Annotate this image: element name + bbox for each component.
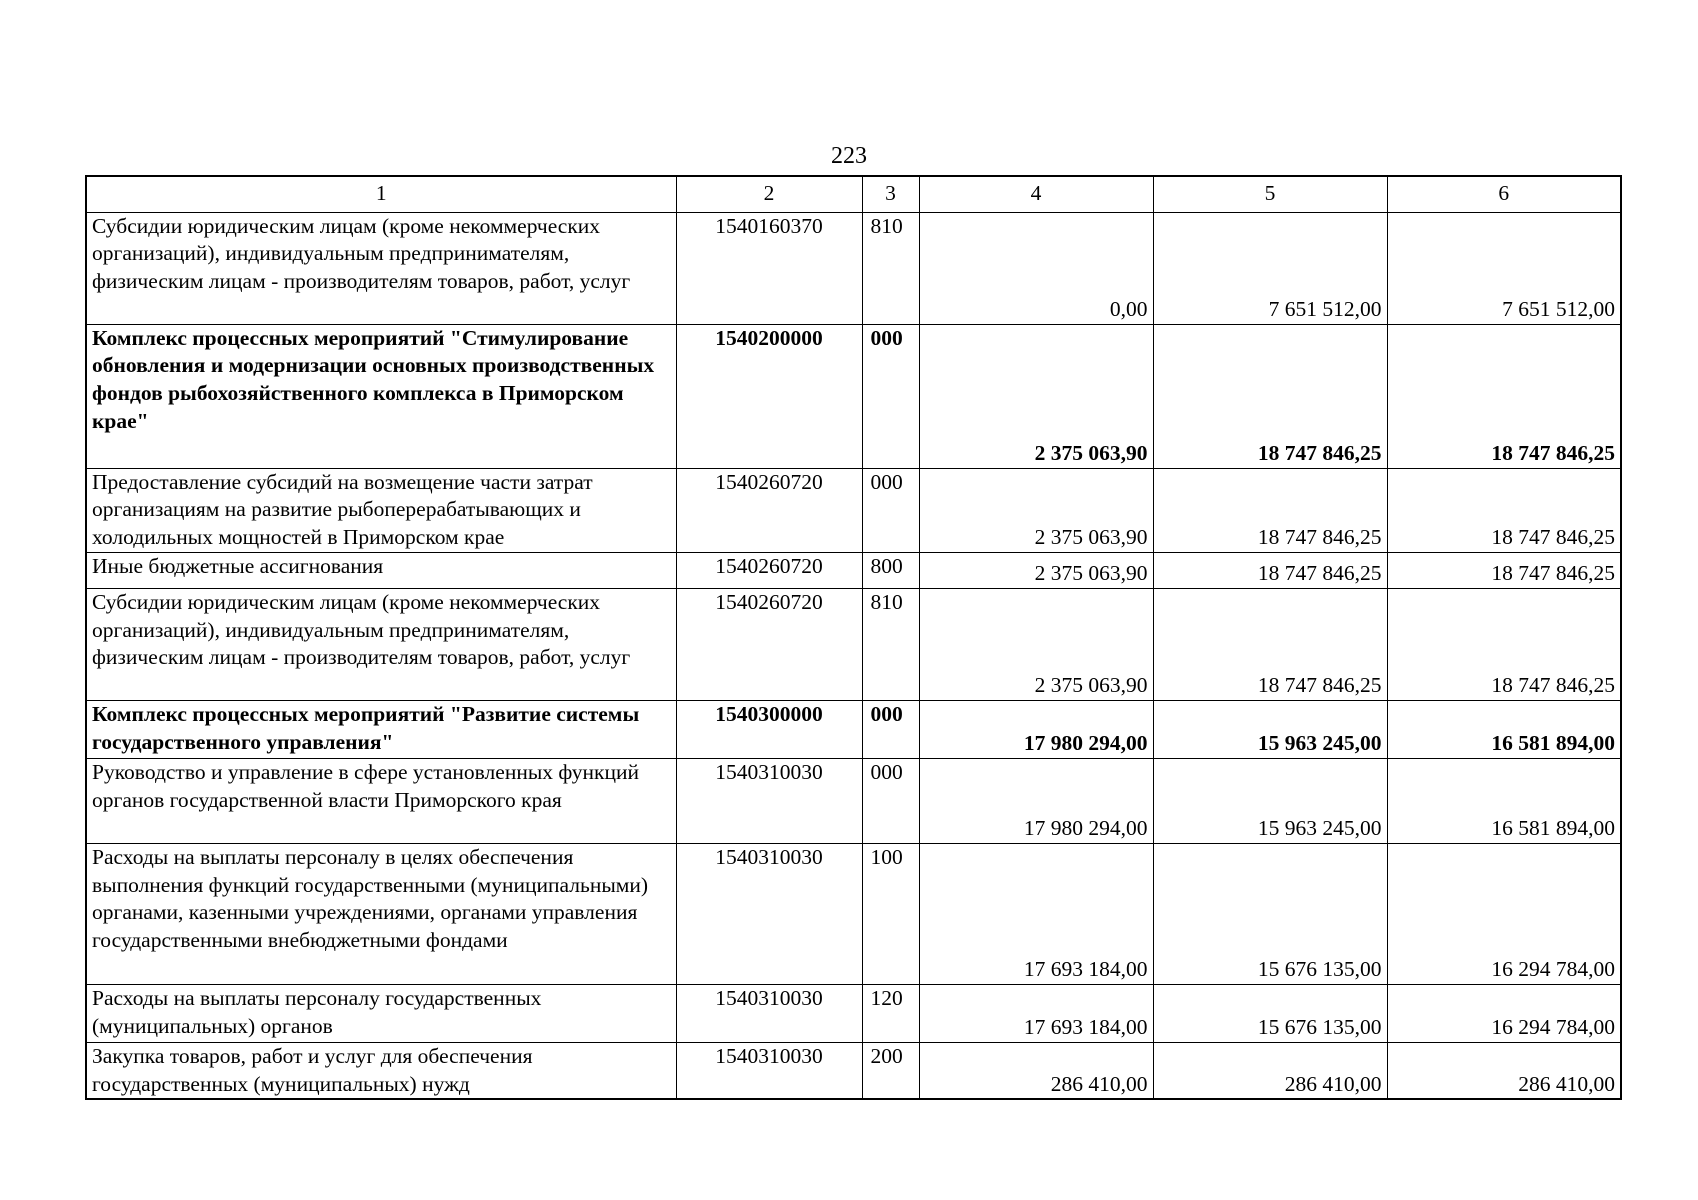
row-name: Комплекс процессных мероприятий "Стимулирование обновления и модернизации основных производственных фондов рыбохозяйственного комплекса в Приморском крае" — [86, 324, 676, 468]
table-row — [86, 552, 1621, 588]
row-name: Расходы на выплаты персоналу государственных (муниципальных) органов — [86, 984, 676, 1042]
row-value-4: 2 375 063,90 — [919, 552, 1153, 588]
row-value-4: 17 693 184,00 — [919, 984, 1153, 1042]
row-expense-type: 000 — [862, 758, 919, 843]
row-code: 1540260720 — [676, 468, 862, 552]
table-row — [86, 700, 1621, 758]
row-expense-type: 200 — [862, 1042, 919, 1099]
column-header: 2 — [676, 176, 862, 212]
row-value-4: 286 410,00 — [919, 1042, 1153, 1099]
row-value-4: 17 980 294,00 — [919, 700, 1153, 758]
column-header: 4 — [919, 176, 1153, 212]
row-value-6: 286 410,00 — [1387, 1042, 1621, 1099]
page-number: 223 — [831, 143, 867, 169]
table-row — [86, 1042, 1621, 1099]
row-name: Закупка товаров, работ и услуг для обеспечения государственных (муниципальных) нужд — [86, 1042, 676, 1099]
table-row — [86, 758, 1621, 843]
row-code: 1540310030 — [676, 984, 862, 1042]
row-name: Комплекс процессных мероприятий "Развитие системы государственного управления" — [86, 700, 676, 758]
row-value-5: 18 747 846,25 — [1153, 588, 1387, 700]
row-name: Субсидии юридическим лицам (кроме некоммерческих организаций), индивидуальным предпринимателям, физическим лицам - производителям товаров, работ, услуг — [86, 212, 676, 324]
row-name: Субсидии юридическим лицам (кроме некоммерческих организаций), индивидуальным предпринимателям, физическим лицам - производителям товаров, работ, услуг — [86, 588, 676, 700]
row-code: 1540310030 — [676, 1042, 862, 1099]
row-value-5: 286 410,00 — [1153, 1042, 1387, 1099]
row-value-4: 2 375 063,90 — [919, 588, 1153, 700]
row-value-5: 18 747 846,25 — [1153, 552, 1387, 588]
row-value-6: 16 294 784,00 — [1387, 984, 1621, 1042]
row-expense-type: 120 — [862, 984, 919, 1042]
row-expense-type: 810 — [862, 588, 919, 700]
row-value-6: 18 747 846,25 — [1387, 468, 1621, 552]
row-value-6: 16 294 784,00 — [1387, 843, 1621, 984]
row-expense-type: 800 — [862, 552, 919, 588]
budget-table — [85, 175, 1622, 1100]
row-value-6: 16 581 894,00 — [1387, 700, 1621, 758]
row-value-4: 17 693 184,00 — [919, 843, 1153, 984]
row-value-4: 2 375 063,90 — [919, 324, 1153, 468]
row-code: 1540310030 — [676, 758, 862, 843]
table-row — [86, 468, 1621, 552]
row-value-6: 16 581 894,00 — [1387, 758, 1621, 843]
row-value-5: 15 963 245,00 — [1153, 758, 1387, 843]
row-value-4: 17 980 294,00 — [919, 758, 1153, 843]
row-expense-type: 810 — [862, 212, 919, 324]
column-header: 6 — [1387, 176, 1621, 212]
row-code: 1540310030 — [676, 843, 862, 984]
table-row — [86, 843, 1621, 984]
row-code: 1540260720 — [676, 552, 862, 588]
table-row — [86, 588, 1621, 700]
row-name: Иные бюджетные ассигнования — [86, 552, 676, 588]
row-value-5: 18 747 846,25 — [1153, 324, 1387, 468]
column-header: 5 — [1153, 176, 1387, 212]
row-code: 1540200000 — [676, 324, 862, 468]
table-header-row — [86, 176, 1621, 212]
column-header: 3 — [862, 176, 919, 212]
table-row — [86, 984, 1621, 1042]
row-code: 1540260720 — [676, 588, 862, 700]
row-code: 1540300000 — [676, 700, 862, 758]
table-row — [86, 324, 1621, 468]
row-value-6: 18 747 846,25 — [1387, 588, 1621, 700]
row-value-4: 2 375 063,90 — [919, 468, 1153, 552]
row-value-5: 7 651 512,00 — [1153, 212, 1387, 324]
row-code: 1540160370 — [676, 212, 862, 324]
row-value-5: 15 676 135,00 — [1153, 843, 1387, 984]
row-value-5: 15 963 245,00 — [1153, 700, 1387, 758]
row-value-6: 7 651 512,00 — [1387, 212, 1621, 324]
row-value-6: 18 747 846,25 — [1387, 324, 1621, 468]
table-row — [86, 212, 1621, 324]
row-name: Предоставление субсидий на возмещение части затрат организациям на развитие рыбоперерабатывающих и холодильных мощностей в Приморском крае — [86, 468, 676, 552]
row-expense-type: 000 — [862, 324, 919, 468]
row-expense-type: 100 — [862, 843, 919, 984]
row-value-6: 18 747 846,25 — [1387, 552, 1621, 588]
row-value-4: 0,00 — [919, 212, 1153, 324]
row-name: Расходы на выплаты персоналу в целях обеспечения выполнения функций государственными (муниципальными) органами, казенными учреждениями, органами управления государственными внебюджетными фондами — [86, 843, 676, 984]
row-value-5: 15 676 135,00 — [1153, 984, 1387, 1042]
row-name: Руководство и управление в сфере установленных функций органов государственной власти Приморского края — [86, 758, 676, 843]
column-header: 1 — [86, 176, 676, 212]
row-expense-type: 000 — [862, 700, 919, 758]
row-expense-type: 000 — [862, 468, 919, 552]
row-value-5: 18 747 846,25 — [1153, 468, 1387, 552]
